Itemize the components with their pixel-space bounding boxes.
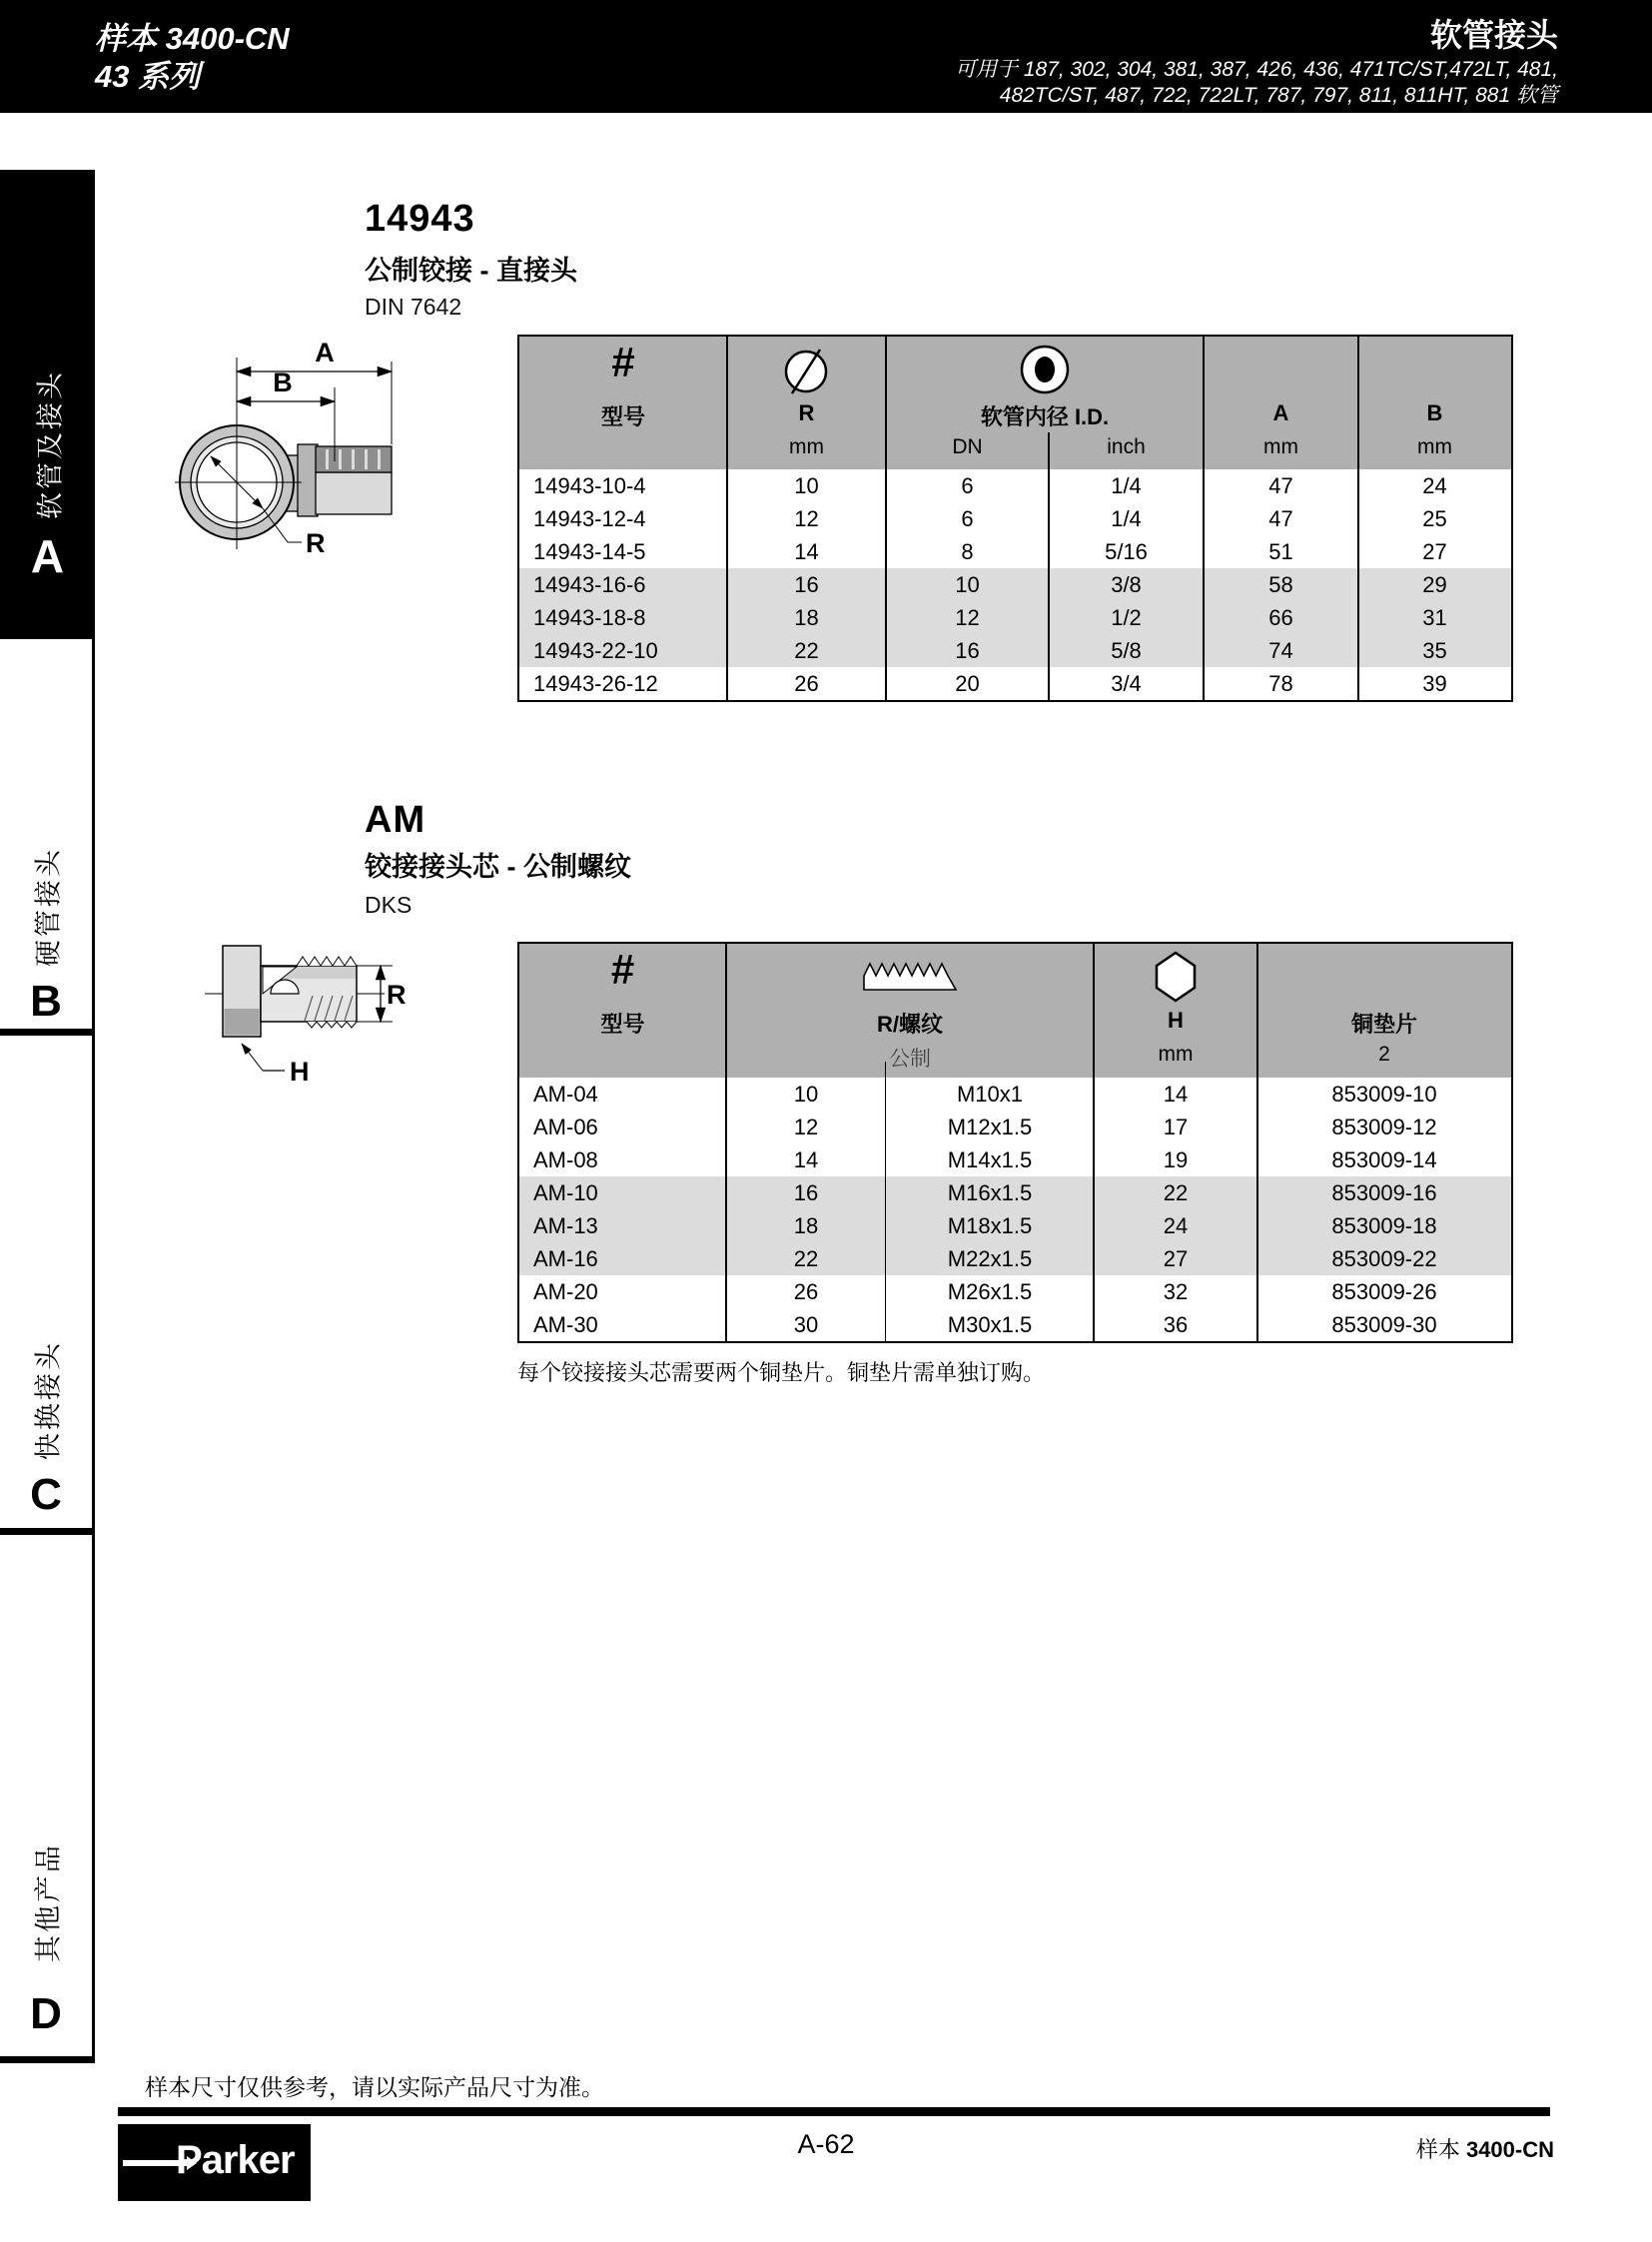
section1-title: 14943 (365, 198, 475, 240)
cell-a: 78 (1268, 671, 1293, 696)
cell-part: 14943-16-6 (533, 572, 646, 597)
table-row (519, 502, 1511, 535)
unit-mm: mm (1417, 435, 1452, 458)
cell-a: 47 (1268, 473, 1293, 498)
cell-dn: 6 (961, 506, 974, 531)
table-row (519, 535, 1511, 568)
section1-subtitle: 公制铰接 - 直接头 (365, 256, 577, 286)
unit-mm: mm (1158, 1043, 1194, 1066)
cell-part: AM-10 (533, 1180, 598, 1205)
table-row (519, 1308, 1511, 1341)
cell-part: AM-06 (533, 1115, 598, 1139)
cell-thread: M30x1.5 (947, 1312, 1033, 1337)
washer-note: 每个铰接接头芯需要两个铜垫片。铜垫片需单独订购。 (517, 1360, 1046, 1385)
compatible-hoses-line2: 482TC/ST, 487, 722, 722LT, 787, 797, 811, 811HT, 881 软管 (999, 84, 1558, 107)
cell-h: 14 (1163, 1082, 1189, 1107)
cell-dn: 10 (955, 572, 980, 597)
cell-r: 18 (794, 605, 819, 630)
column-divider (1048, 432, 1050, 700)
col-header-r: R (798, 400, 815, 425)
cell-b: 25 (1422, 506, 1447, 531)
cell-part: 14943-10-4 (533, 473, 646, 498)
sidebar-tab-other-products (0, 1535, 95, 2063)
cell-h: 32 (1163, 1279, 1189, 1304)
dim-label-r: R (306, 528, 326, 558)
cell-a: 58 (1268, 572, 1293, 597)
section2-title: AM (365, 799, 426, 841)
cell-part: AM-20 (533, 1279, 598, 1304)
sidebar-tab-letter-a: A (30, 530, 65, 582)
cell-b: 39 (1422, 671, 1447, 696)
table-row (519, 1111, 1511, 1143)
cell-inch: 1/4 (1111, 473, 1142, 498)
hex-head-icon (1094, 950, 1257, 1004)
cell-part: 14943-18-8 (533, 605, 646, 630)
cell-thread: M22x1.5 (947, 1246, 1033, 1271)
table-am (517, 942, 1513, 1343)
cell-b: 35 (1422, 638, 1447, 663)
footer-catalog-prefix: 样本 (1415, 2137, 1466, 2162)
page-title: 软管接头 (1429, 17, 1558, 53)
unit-metric: 公制 (889, 1048, 931, 1071)
column-divider (1357, 337, 1359, 700)
cell-r: 22 (794, 638, 819, 663)
table-row (519, 1275, 1511, 1308)
sidebar-tab-letter-c: C (30, 1470, 62, 1519)
cell-dn: 6 (961, 473, 974, 498)
table-row (519, 634, 1511, 667)
dim-label-a: A (315, 338, 335, 368)
parker-logo (118, 2124, 311, 2201)
cell-r: 22 (793, 1246, 819, 1271)
cell-inch: 5/8 (1111, 638, 1142, 663)
cell-thread: M26x1.5 (947, 1279, 1033, 1304)
table-row (519, 469, 1511, 502)
footer-catalog-number (1416, 2133, 1554, 2164)
page-header (0, 0, 1652, 113)
unit-dn: DN (952, 435, 983, 458)
table-row (519, 1176, 1511, 1209)
cell-a: 66 (1268, 605, 1293, 630)
cell-inch: 1/4 (1111, 506, 1142, 531)
sidebar-tab-label: 其他产品 (33, 1843, 64, 1962)
compatible-hoses (955, 57, 1558, 109)
dim-label-b: B (273, 368, 293, 397)
thread-profile-icon (726, 956, 1094, 998)
cell-inch: 3/4 (1111, 671, 1142, 696)
cell-inch: 1/2 (1111, 605, 1142, 630)
section2-subtitle: 铰接接头芯 - 公制螺纹 (365, 852, 631, 882)
col-header-part: 型号 (600, 1012, 645, 1037)
cell-washer: 853009-14 (1331, 1147, 1437, 1172)
unit-mm: mm (789, 435, 824, 458)
table-am-header (519, 944, 1511, 1078)
cell-h: 24 (1163, 1213, 1189, 1238)
unit-washer-qty: 2 (1378, 1043, 1390, 1066)
cell-b: 27 (1422, 539, 1447, 564)
table-row (519, 1078, 1511, 1111)
cell-r: 14 (794, 539, 819, 564)
table-row (519, 568, 1511, 601)
column-divider (726, 337, 728, 700)
sidebar-tab-label: 软管及接头 (35, 370, 65, 519)
column-divider (1203, 337, 1205, 700)
unit-inch: inch (1107, 435, 1146, 458)
outer-diameter-icon (727, 344, 886, 397)
banjo-fitting-drawing (120, 240, 400, 584)
cell-h: 17 (1163, 1115, 1189, 1139)
col-header-hose-id: 软管内径 I.D. (980, 404, 1110, 429)
cell-part: AM-30 (533, 1312, 598, 1337)
cell-dn: 12 (955, 605, 980, 630)
cell-h: 22 (1163, 1180, 1189, 1205)
dim-label-h: H (290, 1057, 310, 1087)
cell-b: 29 (1422, 572, 1447, 597)
cell-washer: 853009-22 (1331, 1246, 1437, 1271)
cell-r: 14 (793, 1147, 819, 1172)
cell-r: 12 (793, 1115, 819, 1139)
cell-r: 26 (793, 1279, 819, 1304)
table-am-body (519, 1078, 1511, 1341)
cell-dn: 16 (955, 638, 980, 663)
banjo-bolt-drawing (135, 904, 424, 1104)
cell-inch: 3/8 (1111, 572, 1142, 597)
cell-washer: 853009-16 (1331, 1180, 1437, 1205)
cell-washer: 853009-26 (1331, 1279, 1437, 1304)
sidebar-tab-letter-d: D (30, 1989, 62, 2038)
cell-h: 27 (1163, 1246, 1189, 1271)
cell-r: 18 (793, 1213, 819, 1238)
cell-washer: 853009-30 (1331, 1312, 1437, 1337)
sidebar-tab-letter-b: B (30, 977, 62, 1026)
header-title-block (955, 17, 1558, 109)
table-row (519, 1143, 1511, 1176)
column-divider (725, 944, 727, 1341)
compatible-hoses-line1: 可用于 187, 302, 304, 381, 387, 426, 436, 471TC/ST,472LT, 481, (955, 58, 1558, 81)
cell-washer: 853009-12 (1331, 1115, 1437, 1139)
section2-standard: DKS (365, 892, 413, 918)
catalog-number: 样本 3400-CN (95, 21, 290, 56)
cell-part: AM-04 (533, 1082, 598, 1107)
table-row (519, 1242, 1511, 1275)
cell-b: 24 (1422, 473, 1447, 498)
table-row (519, 1209, 1511, 1242)
cell-dn: 8 (961, 539, 974, 564)
catalog-id-block (95, 20, 290, 96)
hose-bore-icon (886, 344, 1204, 397)
table-row (519, 667, 1511, 700)
table-14943-header (519, 337, 1511, 469)
footer-catalog-code: 3400-CN (1465, 2137, 1554, 2162)
unit-mm: mm (1263, 435, 1298, 458)
page-number: A-62 (797, 2129, 855, 2159)
table-14943-body (519, 469, 1511, 700)
dim-label-r: R (387, 980, 407, 1010)
cell-b: 31 (1422, 605, 1447, 630)
table-14943 (517, 335, 1513, 702)
cell-a: 51 (1268, 539, 1293, 564)
cell-thread: M10x1 (956, 1082, 1024, 1107)
cell-part: 14943-26-12 (533, 671, 658, 696)
cell-part: 14943-14-5 (533, 539, 646, 564)
cell-part: 14943-22-10 (533, 638, 658, 663)
hash-symbol: # (611, 339, 635, 385)
cell-a: 74 (1268, 638, 1293, 663)
cell-part: 14943-12-4 (533, 506, 646, 531)
cell-r: 30 (793, 1312, 819, 1337)
sidebar-tab-label: 硬管接头 (33, 847, 64, 967)
cell-dn: 20 (955, 671, 980, 696)
cell-part: AM-13 (533, 1213, 598, 1238)
col-header-a: A (1272, 400, 1289, 425)
cell-r: 26 (794, 671, 819, 696)
cell-r: 12 (794, 506, 819, 531)
cell-r: 10 (793, 1082, 819, 1107)
cell-thread: M18x1.5 (947, 1213, 1033, 1238)
cell-thread: M16x1.5 (947, 1180, 1033, 1205)
cell-thread: M14x1.5 (947, 1147, 1033, 1172)
sidebar-tab-hose-fittings (0, 170, 95, 639)
cell-thread: M12x1.5 (947, 1115, 1033, 1139)
cell-a: 47 (1268, 506, 1293, 531)
column-divider (885, 337, 887, 700)
footer-rule (118, 2107, 1550, 2116)
col-header-h: H (1168, 1008, 1184, 1033)
cell-r: 10 (794, 473, 819, 498)
cell-r: 16 (793, 1180, 819, 1205)
cell-part: AM-16 (533, 1246, 598, 1271)
col-header-b: B (1426, 400, 1443, 425)
sidebar-tab-label: 快换接头 (33, 1340, 64, 1460)
sidebar-tab-tube-fittings (0, 639, 95, 1036)
cell-washer: 853009-18 (1331, 1213, 1437, 1238)
cell-inch: 5/16 (1105, 539, 1148, 564)
column-divider (1256, 944, 1258, 1341)
cell-h: 19 (1163, 1147, 1189, 1172)
cell-part: AM-08 (533, 1147, 598, 1172)
col-header-thread: R/螺纹 (876, 1012, 943, 1037)
section1-standard: DIN 7642 (365, 294, 462, 320)
col-header-part: 型号 (600, 404, 645, 429)
sidebar-tab-quick-couplings (0, 1036, 95, 1535)
cell-h: 36 (1163, 1312, 1189, 1337)
series-number: 43 系列 (95, 59, 201, 94)
table-row (519, 601, 1511, 634)
cell-washer: 853009-10 (1331, 1082, 1437, 1107)
cell-r: 16 (794, 572, 819, 597)
column-divider (885, 1062, 886, 1341)
parker-logo-wordmark: Parker (176, 2138, 295, 2182)
footer-disclaimer: 样本尺寸仅供参考，请以实际产品尺寸为准。 (145, 2074, 604, 2100)
column-divider (1093, 944, 1095, 1341)
hash-symbol: # (610, 946, 635, 993)
col-header-washer: 铜垫片 (1350, 1012, 1417, 1037)
